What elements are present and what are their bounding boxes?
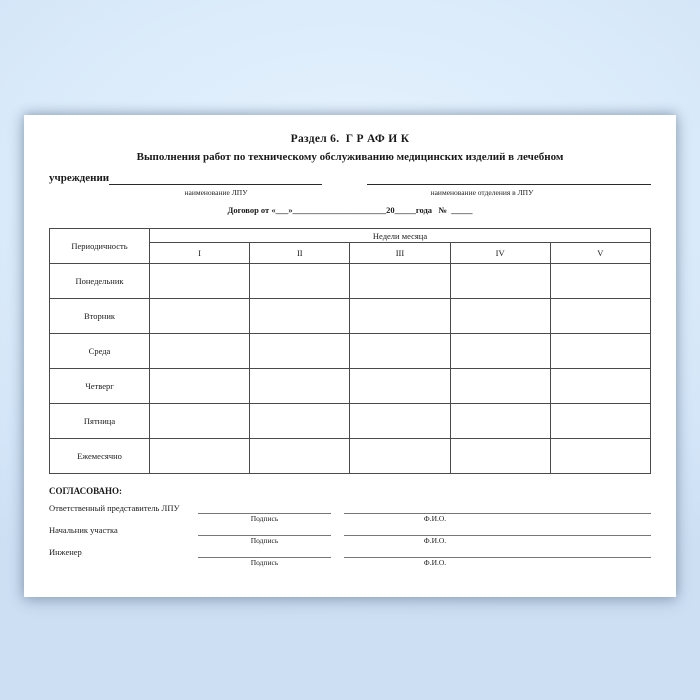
caption-lpu: наименование ЛПУ [184,188,248,197]
schedule-cell [450,404,550,439]
signature-caption: Подпись [250,536,279,545]
week-col-header: II [250,243,350,264]
signature-caption: Подпись [250,514,279,523]
signature-row-engineer [49,546,651,568]
signatory-label: Инженер [49,547,82,557]
signature-block [49,502,651,568]
fio-caption: Ф.И.О. [423,514,447,523]
schedule-cell [350,404,450,439]
signature-cell [198,546,331,568]
schedule-cell [250,439,350,474]
signatory-label: Начальник участка [49,525,118,535]
schedule-cell [250,264,350,299]
fio-caption: Ф.И.О. [423,536,447,545]
institution-line [49,169,651,185]
signature-cell [198,502,331,524]
week-col-header: III [350,243,450,264]
schedule-cell [250,299,350,334]
signature-left [49,524,331,546]
schedule-cell [150,404,250,439]
schedule-cell [550,369,650,404]
fio-cell [344,502,651,524]
schedule-cell [550,404,650,439]
fio-blank [344,524,651,536]
document-page [24,115,676,597]
schedule-cell [450,264,550,299]
schedule-cell [550,439,650,474]
signature-cell [198,524,331,546]
period-header-cell: Периодичность [50,229,150,264]
row-label: Четверг [50,369,150,404]
schedule-cell [450,369,550,404]
row-label: Понедельник [50,264,150,299]
institution-left [49,171,322,185]
signature-blank [198,546,331,558]
caption-department: наименование отделения в ЛПУ [430,188,534,197]
fio-blank [344,546,651,558]
row-label: Пятница [50,404,150,439]
institution-name-blank [109,171,322,185]
schedule-cell [450,299,550,334]
row-label: Вторник [50,299,150,334]
document-subtitle: Выполнения работ по техническому обслуживанию медицинских изделий в лечебном [136,151,564,163]
schedule-cell [150,439,250,474]
fio-cell [344,524,651,546]
signature-row-site-manager [49,524,651,546]
section-title: Раздел 6. Г Р АФ И К [290,133,410,145]
schedule-cell [250,404,350,439]
week-col-header: I [150,243,250,264]
schedule-cell [350,334,450,369]
signature-caption: Подпись [250,558,279,567]
signature-left [49,546,331,568]
fio-caption: Ф.И.О. [423,558,447,567]
row-label: Ежемесячно [50,439,150,474]
agreed-heading: СОГЛАСОВАНО: [49,486,123,496]
schedule-cell [350,369,450,404]
table-row [50,404,651,439]
schedule-cell [450,334,550,369]
blank-captions [24,188,676,198]
schedule-cell [550,264,650,299]
contract-line: Договор от «___»______________________20_____года № _____ [227,205,473,215]
row-label: Среда [50,334,150,369]
signature-row-lpu-representative [49,502,651,524]
schedule-table [49,228,651,474]
fio-blank [344,502,651,514]
schedule-cell [550,299,650,334]
schedule-cell [350,264,450,299]
week-col-header: IV [450,243,550,264]
schedule-cell [550,334,650,369]
signature-blank [198,524,331,536]
fio-cell [344,546,651,568]
table-row [50,369,651,404]
schedule-cell [150,299,250,334]
signature-blank [198,502,331,514]
table-row [50,334,651,369]
schedule-cell [250,369,350,404]
institution-label: учреждении [49,172,110,184]
schedule-cell [450,439,550,474]
table-row [50,299,651,334]
weeks-header-cell: Недели месяца [150,229,651,243]
schedule-cell [150,369,250,404]
signature-left [49,502,331,524]
schedule-cell [350,299,450,334]
schedule-cell [350,439,450,474]
schedule-cell [250,334,350,369]
schedule-cell [150,264,250,299]
table-row [50,439,651,474]
table-row [50,264,651,299]
schedule-cell [150,334,250,369]
signatory-label: Ответственный представитель ЛПУ [49,503,180,513]
week-col-header: V [550,243,650,264]
department-name-blank [367,171,651,185]
